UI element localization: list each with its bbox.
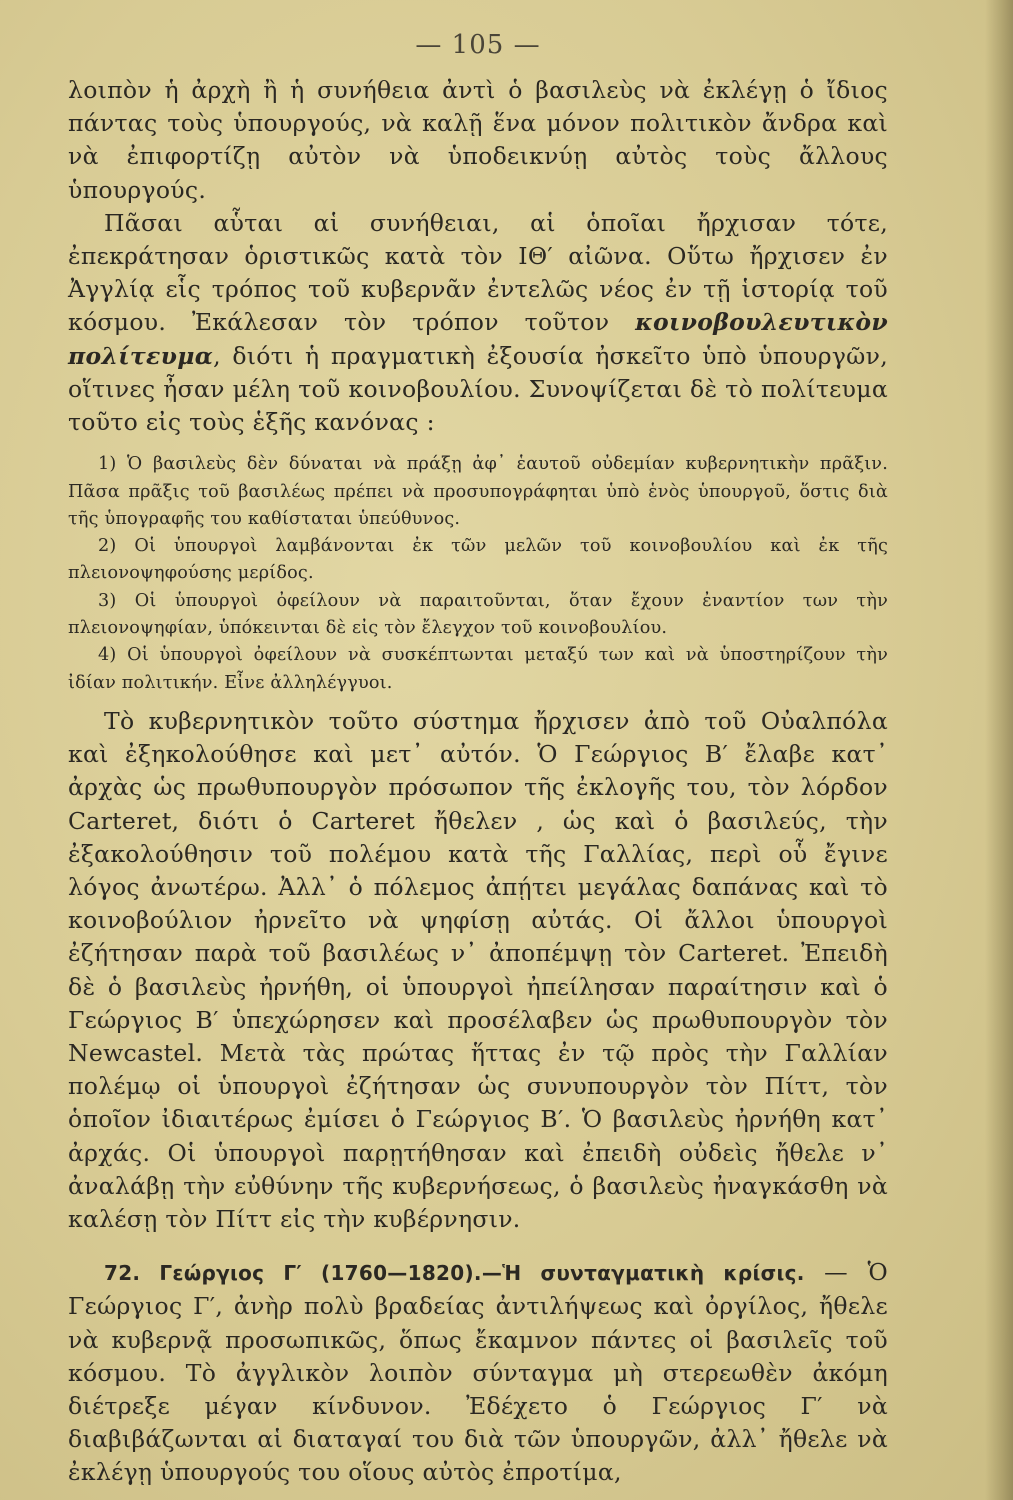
section-heading: 72. Γεώργιος Γ′ (1760—1820).—Ἡ συνταγματικὴ κρίσις. bbox=[104, 1261, 805, 1286]
paragraph-customs-text-end: , διότι ἡ πραγματικὴ ἐξουσία ἠσκεῖτο ὑπὸ ὑπουργῶν, οἵτινες ἦσαν μέλη τοῦ κοινοβουλίου. Συνοψίζεται δὲ τὸ πολίτευμα τοῦτο εἰς τοὺς ἑξῆς κανόνας : bbox=[68, 341, 888, 437]
page-number: — 105 — bbox=[415, 30, 541, 60]
rule-item: 4) Οἱ ὑπουργοὶ ὀφείλουν νὰ συσκέπτωνται μεταξύ των καὶ νὰ ὑποστηρίζουν τὴν ἰδίαν πολιτικήν. Εἶνε ἀλληλέγγυοι. bbox=[68, 645, 888, 693]
book-page bbox=[68, 30, 888, 1490]
section-72 bbox=[68, 1256, 888, 1489]
paragraph-continuation: λοιπὸν ἡ ἀρχὴ ἢ ἡ συνήθεια ἀντὶ ὁ βασιλεὺς νὰ ἐκλέγῃ ὁ ἴδιος πάντας τοὺς ὑπουργούς, νὰ καλῇ ἕνα μόνον πολιτικὸν ἄνδρα καὶ νὰ ἐπιφορτίζῃ αὐτὸν νὰ ὑποδεικνύῃ αὐτὸς τοὺς ἄλλους ὑπουργούς. bbox=[68, 76, 888, 204]
paragraph-system-history: Τὸ κυβερνητικὸν τοῦτο σύστημα ἤρχισεν ἀπὸ τοῦ Οὐαλπόλα καὶ ἐξηκολούθησε καὶ μετ᾽ αὐτόν. Ὁ Γεώργιος Β′ ἔλαβε κατ᾽ ἀρχὰς ὡς πρωθυπουργὸν πρόσωπον τῆς ἐκλογῆς του, τὸν λόρδον Carteret, διότι ὁ Carteret ἤθελεν , ὡς καὶ ὁ βασιλεύς, τὴν ἐξακολούθησιν τοῦ πολέμου κατὰ τῆς Γαλλίας, περὶ οὗ ἔγινε λόγος ἀνωτέρω. Ἀλλ᾽ ὁ πόλεμος ἀπῄτει μεγάλας δαπάνας καὶ τὸ κοινοβούλιον ἠρνεῖτο νὰ ψηφίσῃ αὐτάς. Οἱ ἄλλοι ὑπουργοὶ ἐζήτησαν παρὰ τοῦ βασιλέως ν᾽ ἀποπέμψῃ τὸν Carteret. Ἐπειδὴ δὲ ὁ βασιλεὺς ἠρνήθη, οἱ ὑπουργοὶ ἠπείλησαν παραίτησιν καὶ ὁ Γεώργιος Β′ ὑπεχώρησεν καὶ προσέλαβεν ὡς πρωθυπουργὸν τὸν Newcastel. Μετὰ τὰς πρώτας ἥττας ἐν τῷ πρὸς τὴν Γαλλίαν πολέμῳ οἱ ὑπουργοὶ ἐζήτησαν ὡς συνυπουργὸν τὸν Πίττ, τὸν ὁποῖον ἰδιαιτέρως ἐμίσει ὁ Γεώργιος Β′. Ὁ βασιλεὺς ἠρνήθη κατ᾽ ἀρχάς. Οἱ ὑπουργοὶ παρῃτήθησαν καὶ ἐπειδὴ οὐδεὶς ἤθελε ν᾽ ἀναλάβῃ τὴν εὐθύνην τῆς κυβερνήσεως, ὁ βασιλεὺς ἠναγκάσθη νὰ καλέσῃ τὸν Πίττ εἰς τὴν κυβέρνησιν. bbox=[68, 706, 888, 1233]
rules-list bbox=[68, 451, 888, 697]
paragraph-customs bbox=[68, 207, 888, 439]
emphasis-term: κοινοβουλευτικὸν πολίτευμα bbox=[68, 308, 888, 370]
rule-item: 1) Ὁ βασιλεὺς δὲν δύναται νὰ πράξῃ ἀφ᾽ ἑαυτοῦ οὐδεμίαν κυβερνητικὴν πρᾶξιν. Πᾶσα πρᾶξις τοῦ βασιλέως πρέπει νὰ προσυπογράφηται ὑπὸ ἑνὸς ὑπουργοῦ, ὅστις διὰ τῆς ὑπογραφῆς του καθίσταται ὑπεύθυνος. bbox=[68, 454, 888, 529]
paragraph-customs-text: Πᾶσαι αὗται αἱ συνήθειαι, αἱ ὁποῖαι ἤρχισαν τότε, ἐπεκράτησαν ὁριστικῶς κατὰ τὸν ΙΘ′ αἰῶνα. Οὕτω ἤρχισεν ἐν Ἀγγλίᾳ εἷς τρόπος τοῦ κυβερνᾶν ἐντελῶς νέος ἐν τῇ ἱστορίᾳ τοῦ κόσμου. Ἐκάλεσαν τὸν τρόπον τοῦτον bbox=[68, 208, 888, 337]
rule-item: 3) Οἱ ὑπουργοὶ ὀφείλουν νὰ παραιτοῦνται, ὅταν ἔχουν ἐναντίον των τὴν πλειονοψηφίαν, ὑπόκεινται δὲ εἰς τὸν ἔλεγχον τοῦ κοινοβουλίου. bbox=[68, 590, 888, 639]
rule-item: 2) Οἱ ὑπουργοὶ λαμβάνονται ἐκ τῶν μελῶν τοῦ κοινοβουλίου καὶ ἐκ τῆς πλειονοψηφούσης μερίδος. bbox=[68, 536, 888, 584]
page-edge-shadow bbox=[985, 0, 1013, 1500]
section-text: — Ὁ Γεώργιος Γ′, ἀνὴρ πολὺ βραδείας ἀντιλήψεως καὶ ὀργίλος, ἤθελε νὰ κυβερνᾷ προσωπικῶς, ὅπως ἔκαμνον πάντες οἱ βασιλεῖς τοῦ κόσμου. Τὸ ἀγγλικὸν λοιπὸν σύνταγμα μὴ στερεωθὲν ἀκόμη διέτρεξε μέγαν κίνδυνον. Ἐδέχετο ὁ Γεώργιος Γ′ νὰ διαβιβάζωνται αἱ διαταγαί του διὰ τῶν ὑπουργῶν, ἀλλ᾽ ἤθελε νὰ ἐκλέγῃ ὑπουργούς του οἵους αὐτὸς ἐπροτίμα, bbox=[68, 1258, 888, 1487]
